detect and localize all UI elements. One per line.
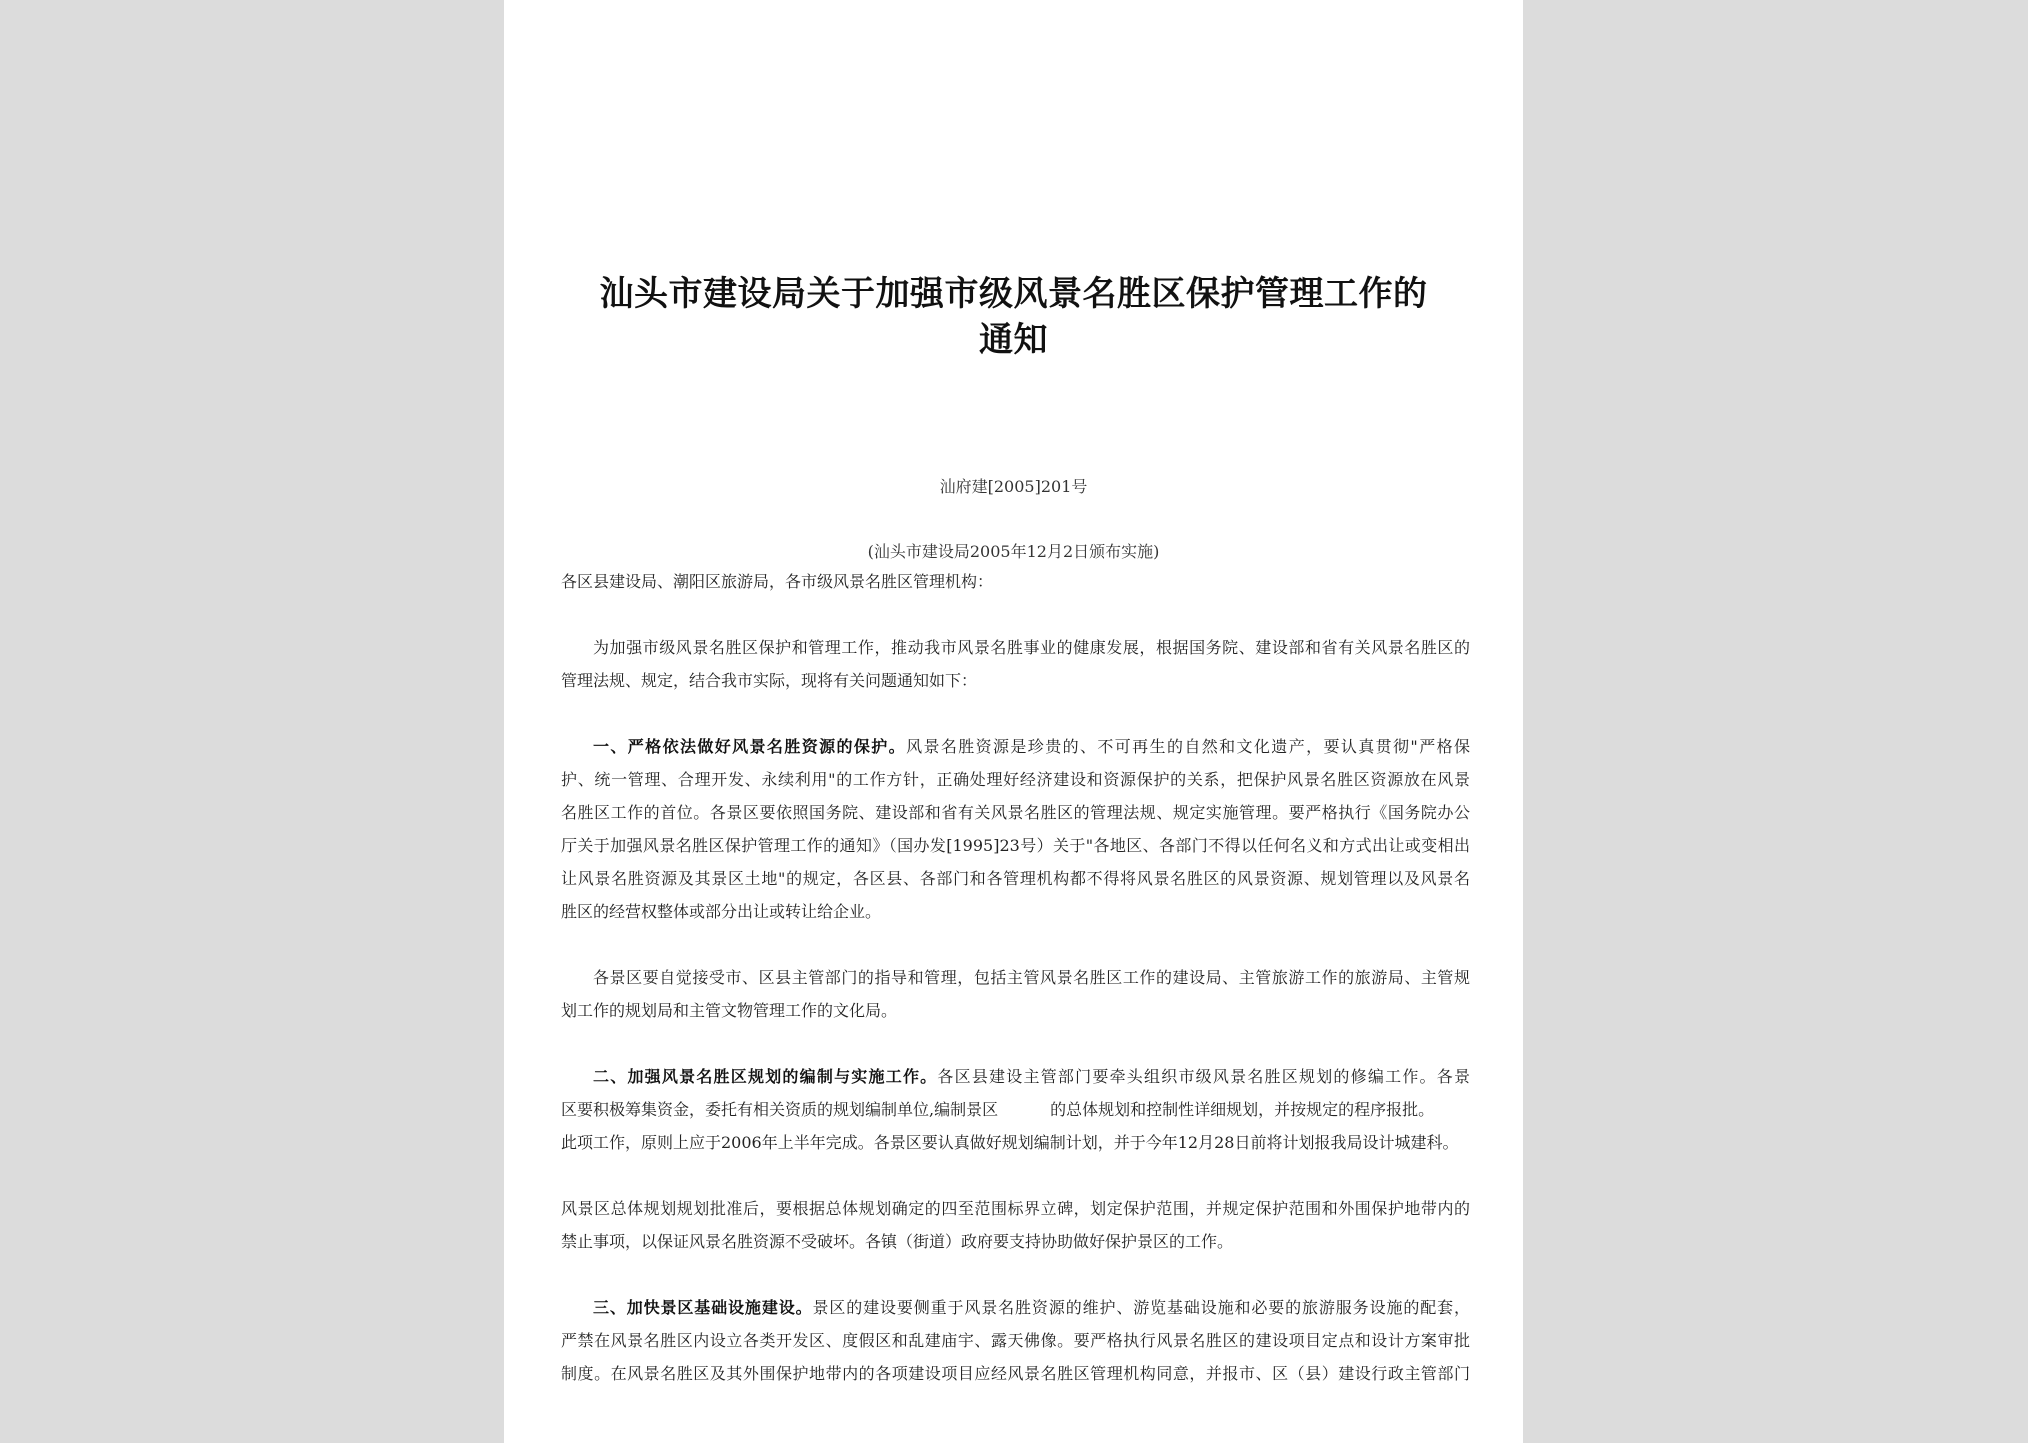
section-1-line: 名胜区工作的首位。各景区要依照国务院、建设部和省有关风景名胜区的管理法规、规定实施管理。要严格执行《国务院办公	[561, 803, 1470, 822]
section-2-text-part-b: 的总体规划和控制性详细规划，并按规定的程序报批。	[1050, 1100, 1435, 1119]
section-2-first-line	[593, 1066, 1470, 1088]
section-3-first-line	[593, 1297, 1470, 1319]
section-3-line: 制度。在风景名胜区及其外围保护地带内的各项建设项目应经风景名胜区管理机构同意，并报市、区（县）建设行政主管部门	[561, 1364, 1470, 1383]
section-2-line: 此项工作，原则上应于2006年上半年完成。各景区要认真做好规划编制计划，并于今年12月28日前将计划报我局设计城建科。	[561, 1133, 1459, 1152]
guidance-line: 各景区要自觉接受市、区县主管部门的指导和管理，包括主管风景名胜区工作的建设局、主管旅游工作的旅游局、主管规	[593, 968, 1470, 987]
section-2-line	[561, 1099, 1470, 1121]
section-3-heading: 三、加快景区基础设施建设。	[593, 1298, 813, 1317]
section-1-first-line	[593, 736, 1470, 758]
intro-line: 为加强市级风景名胜区保护和管理工作，推动我市风景名胜事业的健康发展，根据国务院、建设部和省有关风景名胜区的	[593, 638, 1470, 657]
section-2-text: 各区县建设主管部门要牵头组织市级风景名胜区规划的修编工作。各景	[937, 1067, 1470, 1086]
document-title-line-1: 汕头市建设局关于加强市级风景名胜区保护管理工作的	[599, 274, 1428, 314]
section-1-line: 厅关于加强风景名胜区保护管理工作的通知》（国办发[1995]23号）关于"各地区、各部门不得以任何名义和方式出让或变相出	[561, 836, 1470, 855]
section-2-heading: 二、加强风景名胜区规划的编制与实施工作。	[593, 1067, 938, 1086]
document-title-line-2: 通知	[979, 320, 1048, 360]
section-1-line: 护、统一管理、合理开发、永续利用"的工作方针，正确处理好经济建设和资源保护的关系，把保护风景名胜区资源放在风景	[561, 770, 1470, 789]
boundary-line: 禁止事项，以保证风景名胜资源不受破坏。各镇（街道）政府要支持协助做好保护景区的工作。	[561, 1232, 1234, 1251]
section-3-line: 严禁在风景名胜区内设立各类开发区、度假区和乱建庙宇、露天佛像。要严格执行风景名胜区的建设项目定点和设计方案审批	[561, 1331, 1470, 1350]
guidance-line: 划工作的规划局和主管文物管理工作的文化局。	[561, 1001, 898, 1020]
intro-line: 管理法规、规定，结合我市实际，现将有关问题通知如下：	[561, 671, 978, 690]
addressee: 各区县建设局、潮阳区旅游局，各市级风景名胜区管理机构：	[561, 572, 994, 591]
section-1-text: 风景名胜资源是珍贵的、不可再生的自然和文化遗产，要认真贯彻"严格保	[906, 737, 1470, 756]
section-1-heading: 一、严格依法做好风景名胜资源的保护。	[593, 737, 907, 756]
boundary-line: 风景区总体规划规划批准后，要根据总体规划确定的四至范围标界立碑，划定保护范围，并规定保护范围和外围保护地带内的	[561, 1199, 1470, 1218]
section-3-text: 景区的建设要侧重于风景名胜资源的维护、游览基础设施和必要的旅游服务设施的配套，	[812, 1298, 1470, 1317]
section-2-text-part-a: 区要积极筹集资金，委托有相关资质的规划编制单位,编制景区	[561, 1100, 999, 1119]
section-1-line: 胜区的经营权整体或部分出让或转让给企业。	[561, 902, 882, 921]
issued-note: (汕头市建设局2005年12月2日颁布实施)	[867, 542, 1160, 561]
section-1-line: 让风景名胜资源及其景区土地"的规定，各区县、各部门和各管理机构都不得将风景名胜区的风景资源、规划管理以及风景名	[561, 869, 1470, 888]
document-number: 汕府建[2005]201号	[939, 477, 1088, 496]
document-page	[504, 0, 1523, 1443]
